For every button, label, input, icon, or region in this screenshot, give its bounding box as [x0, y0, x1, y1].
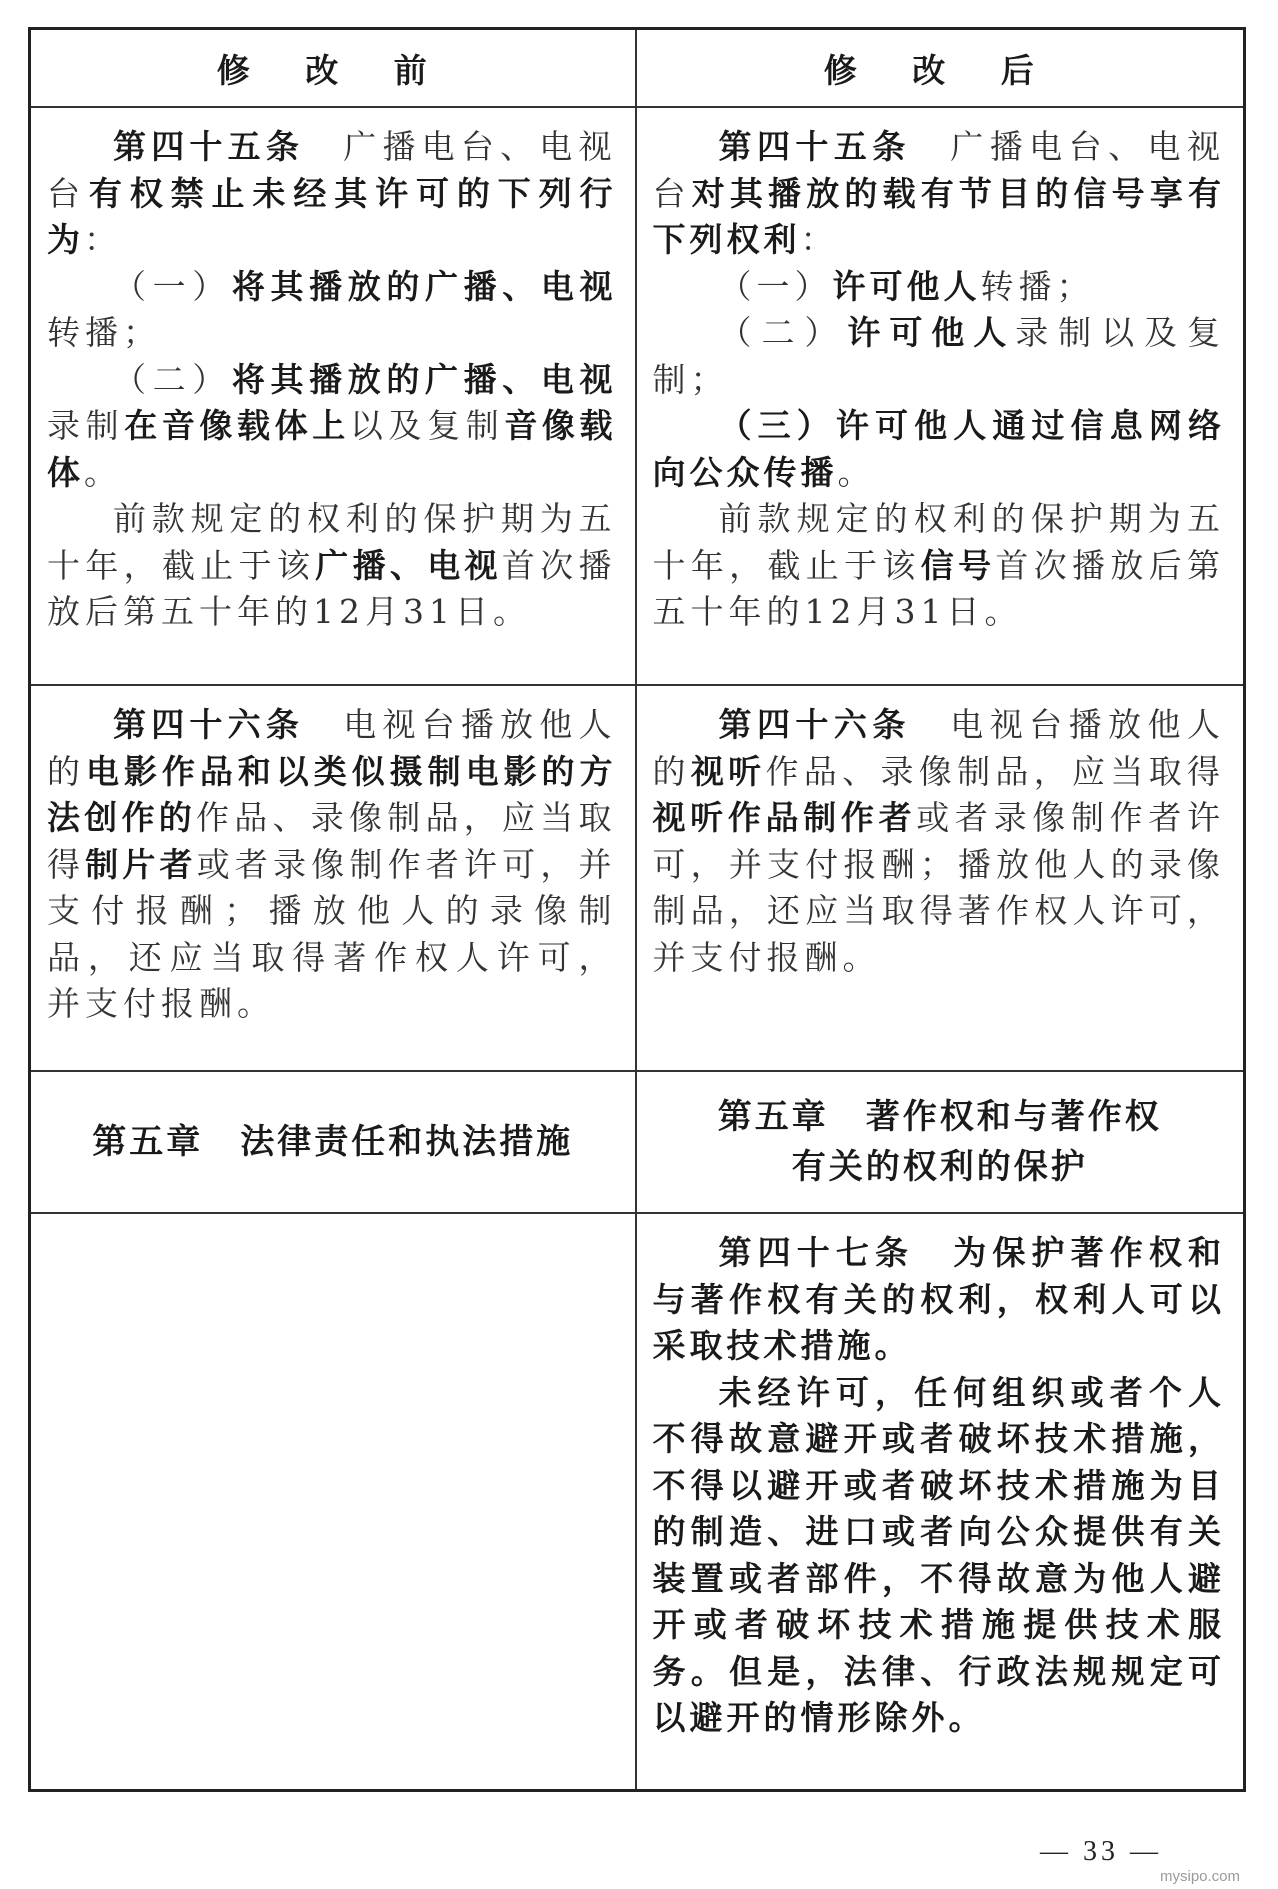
emphasized-text: 视听作品制作者: [652, 798, 917, 837]
body-text: 。: [84, 452, 122, 492]
body-text: 电视台播放他人的: [47, 705, 617, 791]
comparison-table: [28, 27, 1246, 1792]
emphasized-text: 第四十六条: [718, 705, 911, 744]
article-46-after: [636, 685, 1245, 1071]
article-45-before: [30, 107, 636, 685]
emphasized-text: 将其播放的广播、电视: [231, 359, 617, 399]
body-text: 广播电台、电视台: [652, 127, 1226, 213]
paragraph: 第四十七条 为保护著作权和与著作权有关的权利，权利人可以采取技术措施。: [652, 1233, 1225, 1365]
paragraph: [653, 310, 1226, 403]
paragraph: [653, 403, 1226, 496]
table-row: [30, 1213, 1245, 1791]
body-text: 作品、录像制品，应当取得: [47, 798, 617, 884]
body-text: （一）: [718, 266, 833, 306]
body-text: 前款规定的权利的保护期为五十年，截止于该: [652, 499, 1225, 585]
paragraph: [47, 702, 617, 1028]
body-text: ：: [84, 220, 122, 259]
body-text: 首次播放后第五十年的12月31日。: [47, 545, 617, 631]
emphasized-text: 音像载体: [47, 406, 617, 492]
body-text: 或者录像制作者许可，并支付报酬；播放他人的录像制品，还应当取得著作权人许可，并支付报酬。: [652, 798, 1226, 977]
body-text: 以及复制: [349, 406, 505, 445]
emphasized-text: 许可他人: [847, 313, 1016, 352]
emphasized-text: 在音像载体上: [124, 406, 350, 445]
paragraph: [653, 496, 1226, 636]
emphasized-text: 有权禁止未经其许可的下列行为: [47, 173, 617, 259]
body-text: 作品、录像制品，应当取得: [765, 751, 1226, 791]
article-46-before: [30, 685, 636, 1071]
body-text: （二）: [718, 313, 848, 352]
body-text: 录制: [47, 406, 125, 445]
page-number: — 33 —: [1040, 1836, 1162, 1867]
paragraph: [653, 702, 1226, 981]
emphasized-text: 第四十五条: [718, 127, 911, 166]
emphasized-text: 对其播放的载有节目的信号享有下列权利: [652, 173, 1226, 259]
emphasized-text: 第四十五条: [113, 127, 305, 166]
paragraph: [47, 357, 617, 497]
body-text: 录制以及复制；: [652, 313, 1226, 399]
chapter-heading-after: [636, 1071, 1245, 1213]
emphasized-text: 制片者: [85, 844, 197, 884]
watermark: mysipo.com: [1160, 1868, 1241, 1885]
paragraph: [653, 264, 1226, 311]
paragraph: [47, 264, 617, 357]
table-row: [30, 1071, 1245, 1213]
paragraph: 未经许可，任何组织或者个人不得故意避开或者破坏技术措施，不得以避开或者破坏技术措施为目的制造、进口或者向公众提供有关装置或者部件，不得故意为他人避开或者破坏技术措施提供技术服务。但是，法律、行政法规规定可以避开的情形除外。: [652, 1372, 1225, 1737]
table-row: [30, 107, 1245, 685]
body-text: 或者录像制作者许可，并支付报酬；播放他人的录像制品，还应当取得著作权人许可，并支付报酬。: [47, 844, 617, 1023]
body-text: 首次播放后第五十年的12月31日。: [652, 545, 1226, 631]
emphasized-text: 信号: [920, 545, 996, 585]
emphasized-text: 电影作品和以类似摄制电影的方法创作的: [47, 751, 617, 837]
body-text: 转播；: [47, 313, 161, 352]
emphasized-text: （三）许可他人通过信息网络向公众传播: [652, 406, 1225, 492]
paragraph: [47, 496, 617, 636]
column-header-before: 修 改 前: [30, 29, 636, 108]
column-header-after: 修 改 后: [636, 29, 1245, 108]
emphasized-text: 将其播放的广播、电视: [231, 266, 617, 306]
chapter-title: 第五章 法律责任和执法措施: [92, 1122, 574, 1162]
chapter-title-line: 有关的权利的保护: [791, 1147, 1088, 1187]
body-text: 。: [837, 452, 876, 492]
body-text: ：: [800, 220, 839, 259]
body-text: 转播；: [980, 266, 1095, 306]
body-text: 电视台播放他人的: [652, 705, 1226, 791]
emphasized-text: 广播、电视: [315, 545, 502, 585]
article-47-before-empty: [30, 1213, 636, 1791]
paragraph: [47, 124, 617, 264]
body-text: 前款规定的权利的保护期为五十年，截止于该: [47, 499, 617, 585]
emphasized-text: 视听: [690, 751, 766, 791]
article-47-after: [636, 1213, 1245, 1791]
body-text: （二）: [113, 359, 232, 399]
paragraph: [653, 124, 1226, 264]
emphasized-text: 许可他人: [832, 266, 981, 306]
table-row: [30, 685, 1245, 1071]
body-text: 广播电台、电视台: [47, 127, 617, 213]
emphasized-text: 第四十六条: [113, 705, 305, 744]
chapter-heading-before: [30, 1071, 636, 1213]
chapter-title-line: 第五章 著作权和与著作权: [717, 1097, 1162, 1137]
article-45-after: [636, 107, 1245, 685]
body-text: （一）: [113, 266, 232, 306]
